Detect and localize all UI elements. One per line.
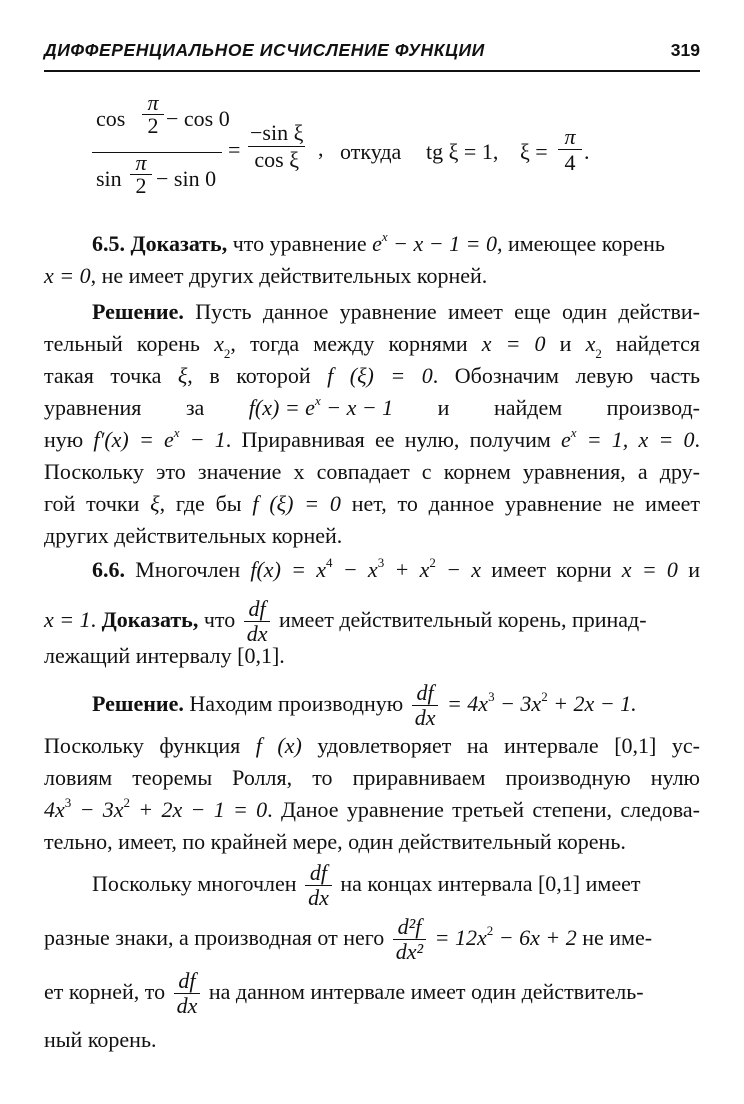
page-number: 319 [670,40,700,60]
running-header [44,40,700,72]
solution-label: Решение. [92,299,184,324]
cos-term [96,106,125,132]
solution-6-6-line-6: Поскольку многочлен $\frac{df}{dx}$ на концах интервала [0,1] имеет [92,860,641,911]
pi-over-4 [558,124,582,175]
pi-over-2-top [142,92,164,137]
solution-6-6-line-8: ет корней, то $\frac{df}{dx}$ на данном интервале имеет один действитель- [44,968,644,1019]
solution-6-6-line-3: ловиям теоремы Ролля, то приравниваем производную нулю [44,765,700,790]
otkuda-word: откуда [340,139,402,164]
rhs-denominator: cos ξ [248,146,305,173]
equals-sign: = [228,137,241,162]
rhs-numerator: −sin ξ [250,120,304,145]
pi-symbol: π [135,150,147,175]
pi-symbol: π [564,124,576,149]
sin-label: sin [96,166,122,191]
problem-6-6-line-3: лежащий интервалу [0,1]. [44,643,285,668]
main-fraction-bar [92,152,222,153]
df-dx-fraction: $\frac{df}{dx}$ [174,969,201,1018]
solution-6-5-line-5: ную $f'(x) = e^x - 1$. Приравнивая ее нулю, получим $e^x = 1$, x = 0. [44,424,700,452]
rhs-fraction [248,120,305,173]
problem-6-5-label: 6.5. Доказать, [92,231,228,256]
solution-6-6-line-4: $4x^3 - 3x^2 + 2x - 1 = 0$. Даное уравнение третьей степени, следова- [44,794,700,822]
problem-6-5-line-2: x = 0, не имеет других действительных корней. [44,263,488,288]
solution-6-6-line-9: ный корень. [44,1027,157,1052]
tg-equation: tg ξ = 1, [426,139,499,164]
solution-6-5-line-4: уравнения за $f(x) = e^x - x - 1$ и найдем производ- [44,392,700,420]
df-dx-fraction: $\frac{df}{dx}$ [305,861,332,910]
solution-6-5-line-6: Поскольку это значение x совпадает с корнем уравнения, а дру- [44,459,700,484]
solution-6-6-line-2: Поскольку функция f (x) удовлетворяет на интервале [0,1] ус- [44,733,700,758]
two-digit: 2 [142,114,164,137]
solution-6-6-line-1: Решение. Находим производную $\frac{df}{dx}$ = $4x^3 - 3x^2 + 2x - 1$. [92,680,637,731]
top-formula [92,92,652,212]
solution-6-6-line-7: разные знаки, а производная от него $\frac{\text{d²f}}{\text{dx²}}$ = $12x^2 - 6x + 2$ не име- [44,914,653,965]
running-title: ДИФФЕРЕНЦИАЛЬНОЕ ИСЧИСЛЕНИЕ ФУНКЦИИ [44,40,485,60]
two-digit: 2 [130,174,152,197]
xi-equals: ξ = [520,139,548,164]
problem-6-6-label: 6.6. [92,557,125,582]
comma: , [318,136,324,161]
pi-symbol: π [147,90,159,115]
solution-6-5-line-2: тельный корень $x_2$, тогда между корнями x = 0 и $x_2$ найдется [44,331,700,362]
df-dx-fraction: $\frac{df}{dx}$ [244,597,271,646]
solution-6-5-line-1: Решение. Пусть данное уравнение имеет еще один действи- [92,299,700,324]
solution-6-6-line-5: тельно, имеет, по крайней мере, один действительный корень. [44,829,626,854]
big-fraction [92,90,230,210]
solution-6-5-line-7: гой точки ξ, где бы f (ξ) = 0 нет, то данное уравнение не имеет [44,491,701,516]
problem-6-6-line-2: x = 1. Доказать, что $\frac{df}{dx}$ имеет действительный корень, принад- [44,596,647,647]
four-digit: 4 [558,149,582,175]
dot: . [584,139,590,164]
solution-label: Решение. [92,691,184,716]
problem-6-5-line-1: 6.5. Доказать, что уравнение $e^x - x - 1 = 0$, имеющее корень [92,228,665,256]
solution-6-5-line-3: такая точка ξ, в которой f (ξ) = 0. Обозначим левую часть [44,363,701,388]
minus-sin0: − sin 0 [156,166,217,191]
cos-label: cos [96,106,126,131]
problem-6-6-line-1: 6.6. Многочлен $f(x) = x^4 - x^3 + x^2 - x$ имеет корни x = 0 и [92,554,700,582]
minus-cos0: − cos 0 [166,106,230,131]
pi-over-2-bottom [130,152,152,197]
d2f-dx2-fraction: $\frac{\text{d²f}}{\text{dx²}}$ [393,915,426,964]
df-dx-fraction: $\frac{df}{dx}$ [412,681,439,730]
solution-6-5-line-8: других действительных корней. [44,523,343,548]
